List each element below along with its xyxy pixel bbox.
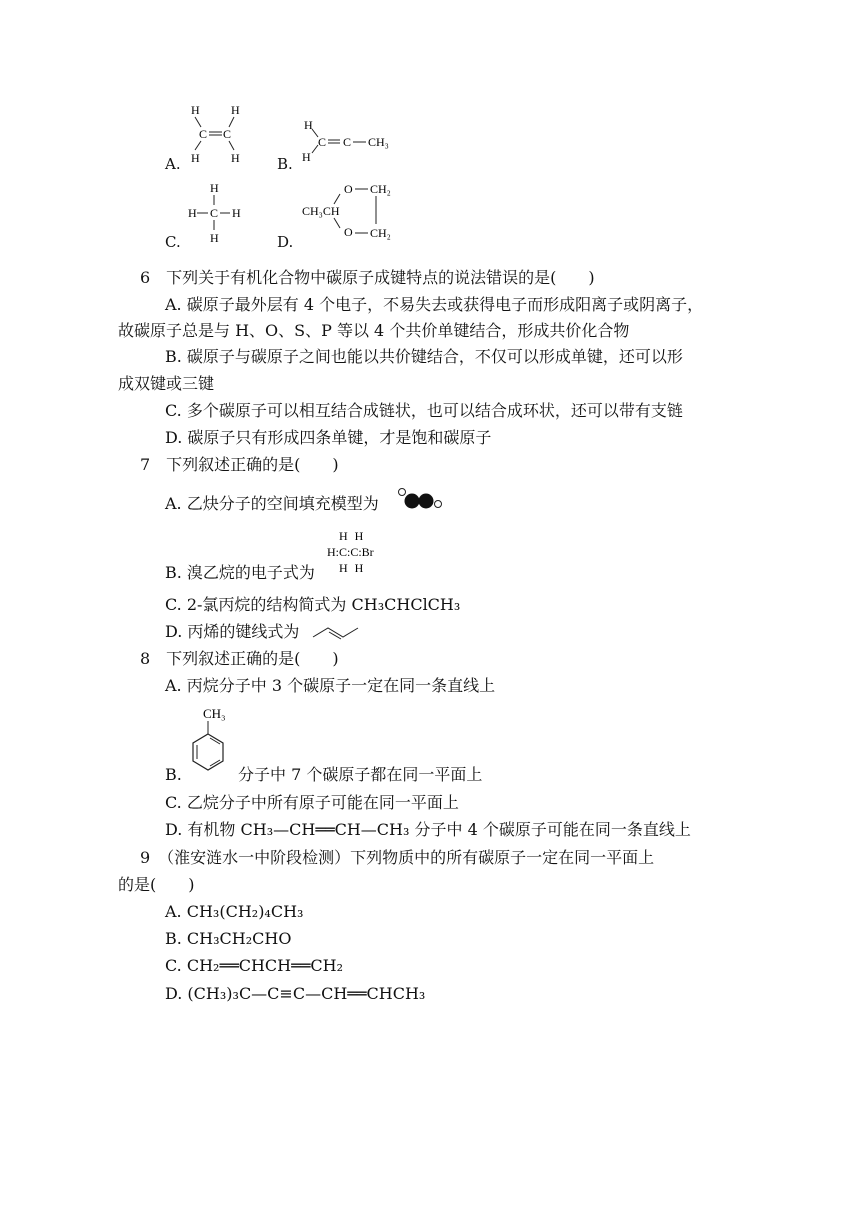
acetylene-space-filling-model-icon: [398, 488, 446, 512]
q8-option-b-label: B.: [165, 765, 182, 784]
q9-option-d: D. (CH₃)₃C—C≡C—CH══CHCH₃: [165, 984, 426, 1003]
q6-stem: 6 下列关于有机化合物中碳原子成键特点的说法错误的是( ): [140, 268, 595, 287]
q7-stem: 7 下列叙述正确的是( ): [140, 455, 339, 474]
q6-option-a-line2: 故碳原子总是与 H、O、S、P 等以 4 个共价单键结合，形成共价化合物: [118, 321, 630, 340]
toluene-structure: [186, 704, 232, 780]
svg-text:H: H: [210, 181, 219, 195]
ethylene-structure: [185, 102, 245, 166]
q9-option-b: B. CH₃CH₂CHO: [165, 929, 292, 948]
propene-skeletal-formula-icon: [312, 624, 362, 640]
ethyl-bromide-electron-formula: [326, 528, 406, 576]
q5-option-b-label: B.: [277, 155, 293, 173]
q8-option-c: C. 乙烷分子中所有原子可能在同一平面上: [165, 793, 459, 812]
q9-stem-line2: 的是( ): [118, 875, 195, 894]
q7-option-d: D. 丙烯的键线式为: [165, 622, 300, 641]
svg-text:H: H: [191, 103, 200, 117]
q8-option-b-text: 分子中 7 个碳原子都在同一平面上: [238, 765, 483, 784]
svg-text:H:C:C:Br: H:C:C:Br: [327, 545, 374, 559]
q9-option-c: C. CH₂══CHCH══CH₂: [165, 956, 343, 975]
svg-text:CH₂: CH₂: [370, 226, 391, 240]
q8-option-a: A. 丙烷分子中 3 个碳原子一定在同一条直线上: [165, 676, 496, 695]
svg-text:C: C: [199, 127, 208, 141]
svg-text:C: C: [210, 206, 219, 220]
svg-text:H: H: [191, 151, 200, 165]
svg-text:H H: H H: [339, 529, 366, 543]
svg-text:H: H: [304, 118, 313, 132]
propene-structure: [298, 117, 398, 167]
svg-text:O: O: [344, 225, 353, 239]
svg-text:CH₃: CH₃: [203, 706, 226, 721]
svg-text:O: O: [344, 182, 353, 196]
q8-stem: 8 下列叙述正确的是( ): [140, 649, 339, 668]
svg-text:C: C: [318, 135, 327, 149]
q9-option-a: A. CH₃(CH₂)₄CH₃: [165, 902, 304, 921]
methane-structure: [185, 180, 249, 244]
q5-option-d-label: D.: [277, 233, 294, 251]
q5-option-c-label: C.: [165, 233, 181, 251]
q8-option-d: D. 有机物 CH₃—CH══CH—CH₃ 分子中 4 个碳原子可能在同一条直线上: [165, 820, 691, 839]
svg-text:H H: H H: [339, 561, 366, 575]
svg-text:H: H: [232, 206, 241, 220]
svg-text:H: H: [210, 231, 219, 245]
dioxolane-structure: [300, 178, 410, 244]
q7-option-b: B. 溴乙烷的电子式为: [165, 563, 315, 582]
svg-text:H: H: [231, 151, 240, 165]
q9-stem-line1: 9 （淮安涟水一中阶段检测）下列物质中的所有碳原子一定在同一平面上: [140, 848, 655, 867]
svg-text:C: C: [223, 127, 232, 141]
svg-text:CH₂: CH₂: [370, 182, 391, 196]
q6-option-b-line2: 成双键或三键: [118, 374, 215, 393]
q6-option-a-line1: A. 碳原子最外层有 4 个电子，不易失去或获得电子而形成阳离子或阴离子，: [165, 295, 704, 314]
q6-option-c: C. 多个碳原子可以相互结合成链状，也可以结合成环状，还可以带有支链: [165, 401, 683, 420]
q6-option-b-line1: B. 碳原子与碳原子之间也能以共价键结合，不仅可以形成单键，还可以形: [165, 347, 683, 366]
q5-option-a-label: A.: [165, 155, 181, 173]
svg-text:H: H: [302, 150, 311, 164]
q6-option-d: D. 碳原子只有形成四条单键，才是饱和碳原子: [165, 428, 492, 447]
svg-text:H: H: [188, 206, 197, 220]
svg-text:CH₃: CH₃: [368, 135, 389, 149]
svg-text:H: H: [231, 103, 240, 117]
svg-text:C: C: [343, 135, 352, 149]
q7-option-c: C. 2-氯丙烷的结构简式为 CH₃CHClCH₃: [165, 595, 461, 614]
svg-text:CH₃CH: CH₃CH: [302, 204, 340, 218]
q7-option-a: A. 乙炔分子的空间填充模型为: [165, 494, 379, 513]
